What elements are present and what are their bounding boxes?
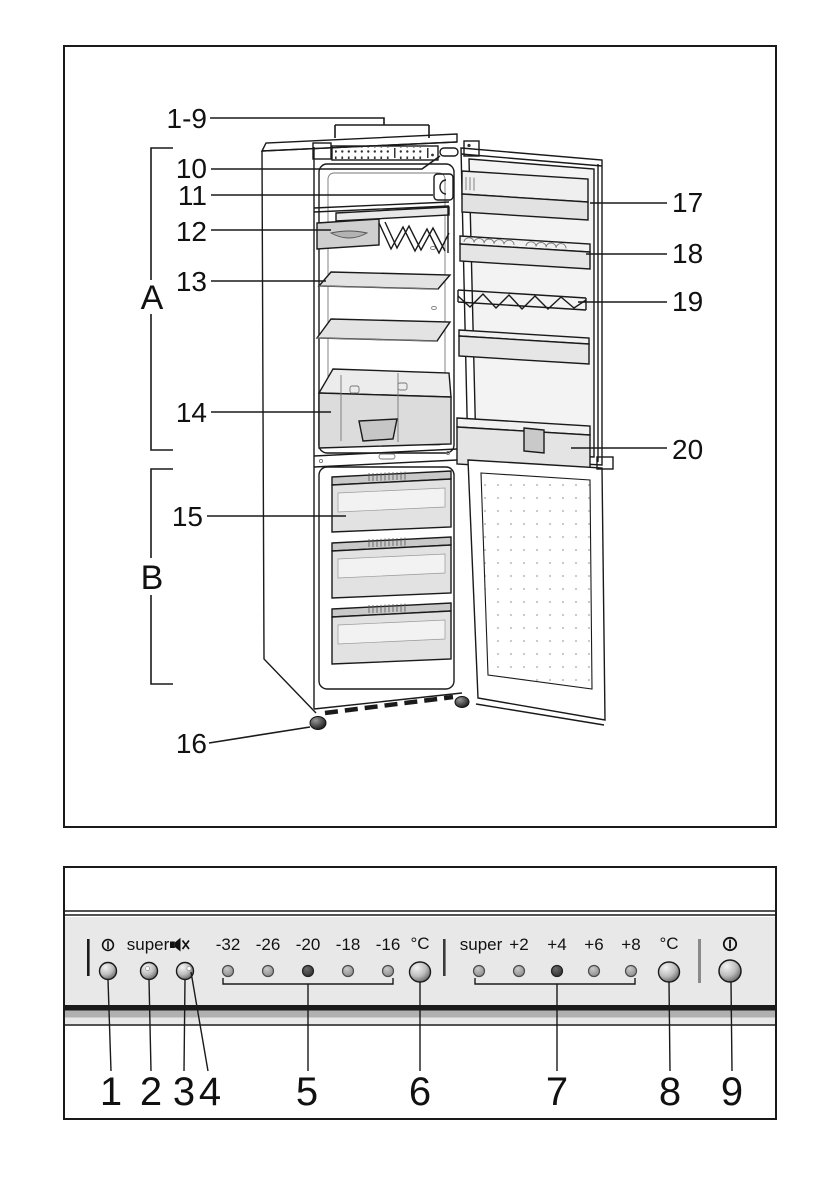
control-panel-diagram: [65, 868, 775, 1118]
callout-14: 14: [175, 397, 207, 428]
glass-shelf: [317, 319, 450, 341]
freezer-compartment: [319, 467, 454, 689]
led-label: +6: [584, 935, 604, 954]
section-label-a: A: [140, 279, 164, 317]
temp-led: [263, 966, 274, 977]
callout-19: 19: [672, 286, 704, 317]
panel-top-trim: [65, 911, 775, 915]
super-freeze-label: super: [126, 935, 170, 954]
callout-15: 15: [171, 501, 203, 532]
panel-callout-numbers: [100, 1070, 743, 1114]
led-label: -32: [215, 935, 241, 954]
fridge-temp-unit-label: °C: [659, 934, 679, 953]
leader-num-9: [731, 982, 732, 1071]
freezer-door: [468, 457, 613, 725]
drawer-handle-recess: [359, 419, 397, 441]
wall-stud: [431, 246, 436, 249]
appliance-diagram: [65, 47, 775, 826]
freezer-temp-unit-label: °C: [410, 934, 430, 953]
main-switch-button: [440, 148, 458, 156]
wall-stud: [432, 306, 437, 309]
callout-1-9: 1-9: [166, 103, 207, 134]
strip-divider: [427, 148, 429, 158]
led-label: +8: [621, 935, 641, 954]
panel-callout-4: 4: [198, 1070, 222, 1114]
leader-16: [209, 727, 310, 743]
leader-num-8: [669, 982, 670, 1071]
control-panel-box: [63, 866, 777, 1120]
temp-led: [589, 966, 600, 977]
control-strip-fridge-glyphs: [397, 147, 424, 159]
callout-11: 11: [177, 180, 207, 211]
callout-16: 16: [175, 728, 207, 759]
led-label: super: [459, 935, 503, 954]
section-brackets: [151, 148, 173, 684]
led-label: -20: [295, 935, 321, 954]
panel-callout-1: 1: [99, 1070, 123, 1114]
led-label: -18: [335, 935, 361, 954]
led-label: +4: [547, 935, 567, 954]
appliance-diagram-box: [63, 45, 777, 828]
fridge-compartment: [313, 143, 458, 453]
fridge-door: [457, 141, 602, 472]
temp-led: [383, 966, 394, 977]
right-screw-foot: [455, 697, 469, 708]
vegetable-drawer-rim: [319, 369, 451, 397]
callout-20: 20: [672, 434, 704, 465]
left-screw-foot: [310, 717, 326, 730]
base-vent-grille: [325, 697, 453, 713]
panel-callout-8: 8: [658, 1070, 682, 1114]
panel-callout-9: 9: [720, 1070, 744, 1114]
panel-callout-6: 6: [408, 1070, 432, 1114]
freezer-drawer: [332, 471, 451, 532]
section-label-b: B: [140, 559, 164, 597]
main-on-off-button: [719, 960, 741, 982]
temp-led: [343, 966, 354, 977]
divider-bar: [698, 939, 701, 983]
divider-bar: [87, 939, 90, 976]
super-freeze-button: [141, 963, 158, 980]
led-label: +2: [509, 935, 529, 954]
callout-17: 17: [672, 187, 704, 218]
fridge-temp-select-button: [659, 962, 680, 982]
divider-latch: [379, 454, 395, 459]
freezer-drawer: [332, 537, 451, 598]
led-label: -16: [375, 935, 401, 954]
panel-callout-7: 7: [545, 1070, 569, 1114]
panel-callout-3: 3: [172, 1070, 196, 1114]
divider-bar: [443, 939, 446, 976]
freezer-drawer: [332, 603, 451, 664]
panel-callout-5: 5: [295, 1070, 319, 1114]
panel-callout-2: 2: [139, 1070, 163, 1114]
freezer-on-off-button: [100, 963, 117, 980]
led-label: -26: [255, 935, 281, 954]
butter-dairy-compartment: [462, 171, 588, 220]
freezer-door-liner: [481, 473, 592, 689]
bottle-clamp: [524, 428, 544, 453]
strip-divider: [394, 148, 396, 158]
freezer-temp-select-button: [410, 962, 431, 982]
alarm-off-button: [177, 963, 194, 980]
temp-led: [514, 966, 525, 977]
callout-18: 18: [672, 238, 704, 269]
callout-12: 12: [175, 216, 207, 247]
temp-led: [223, 966, 234, 977]
temp-led-active: [552, 966, 563, 977]
temp-led-active: [303, 966, 314, 977]
super-freeze-indicator: [145, 966, 149, 970]
temp-led: [474, 966, 485, 977]
cabinet-left-edge: [262, 151, 316, 713]
callout-13: 13: [175, 266, 207, 297]
compartment-divider: [314, 449, 457, 467]
leader-num-3: [184, 980, 185, 1072]
leader-1-9: [210, 118, 429, 138]
strip-dot: [431, 154, 434, 157]
temp-led: [626, 966, 637, 977]
control-strip-freezer-glyphs: [335, 147, 392, 159]
interior-light: [434, 174, 453, 200]
alarm-indicator: [187, 966, 191, 970]
callout-10: 10: [175, 153, 207, 184]
